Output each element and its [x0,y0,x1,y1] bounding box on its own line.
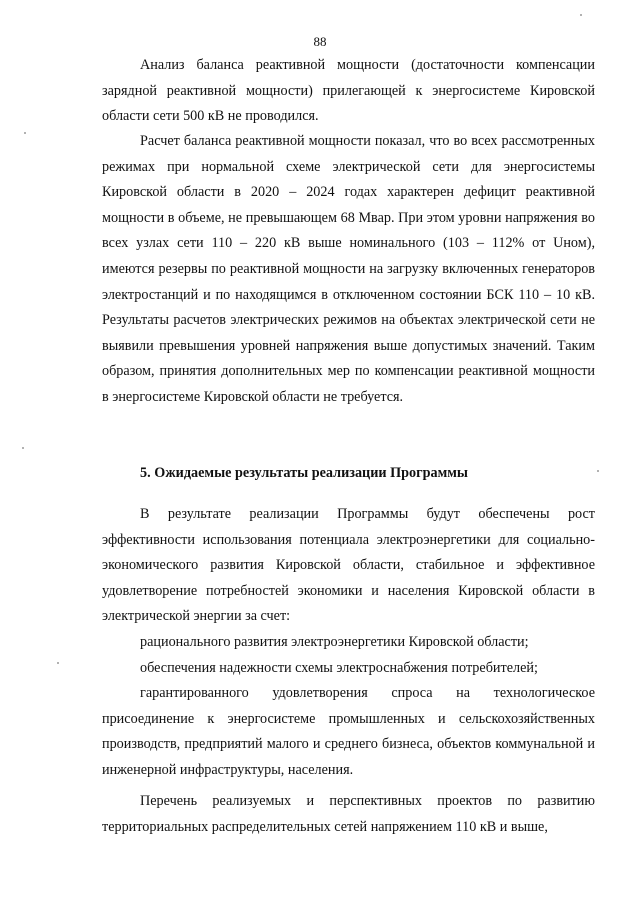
scan-speck [57,662,59,664]
paragraph-projects-list-intro [102,789,595,840]
section-heading: 5. Ожидаемые результаты реализации Программы [140,465,468,481]
section-body [102,502,595,784]
paragraph-text: Расчет баланса реактивной мощности показал, что во всех рассмотренных режимах при нормальной схеме электрической сети для энергосистемы Кировской области в 2020 – 2024 годах характерен дефицит реактивной мощности в объеме, не превышающем 68 Мвар. При этом уровни напряжения во всех узлах сети 110 – 220 кВ выше номинального (103 – 112% от Uном), имеются резервы по реактивной мощности на загрузку включенных генераторов электростанций и по находящимся в отключенном состоянии БСК 110 – 10 кВ. Результаты расчетов электрических режимов на объектах электрической сети не выявили превышения уровней напряжения выше допустимых значений. Таким образом, принятия дополнительных мер по компенсации реактивной мощности в энергосистеме Кировской области не требуется. [102,133,595,405]
list-item: рационального развития электроэнергетики Кировской области; [140,633,529,650]
list-item: гарантированного удовлетворения спроса на технологическое присоединение к энергосистеме промышленных и сельскохозяйственных производств, предприятий малого и среднего бизнеса, объектов коммунальной и инженерной инфраструктуры, населения. [102,685,595,778]
scan-speck [597,470,599,472]
paragraph-text: Перечень реализуемых и перспективных проектов по развитию территориальных распределительных сетей напряжением 110 кВ и выше, [102,793,595,835]
section-intro: В результате реализации Программы будут обеспечены рост эффективности использования потенциала электроэнергетики для социально-экономического развития Кировской области, стабильное и эффективное удовлетворение потребностей экономики и населения Кировской области в электрической энергии за счет: [102,506,595,625]
list-item: обеспечения надежности схемы электроснабжения потребителей; [140,659,538,676]
scan-speck [24,132,26,134]
scan-speck [580,14,582,16]
paragraph-text: Анализ баланса реактивной мощности (достаточности компенсации зарядной реактивной мощности) прилегающей к энергосистеме Кировской области сети 500 кВ не проводился. [102,57,595,125]
paragraph-reactive-balance-calculation [102,129,595,411]
paragraph-reactive-balance-analysis [102,53,595,130]
page-number: 88 [313,34,327,49]
scan-speck [22,447,24,449]
